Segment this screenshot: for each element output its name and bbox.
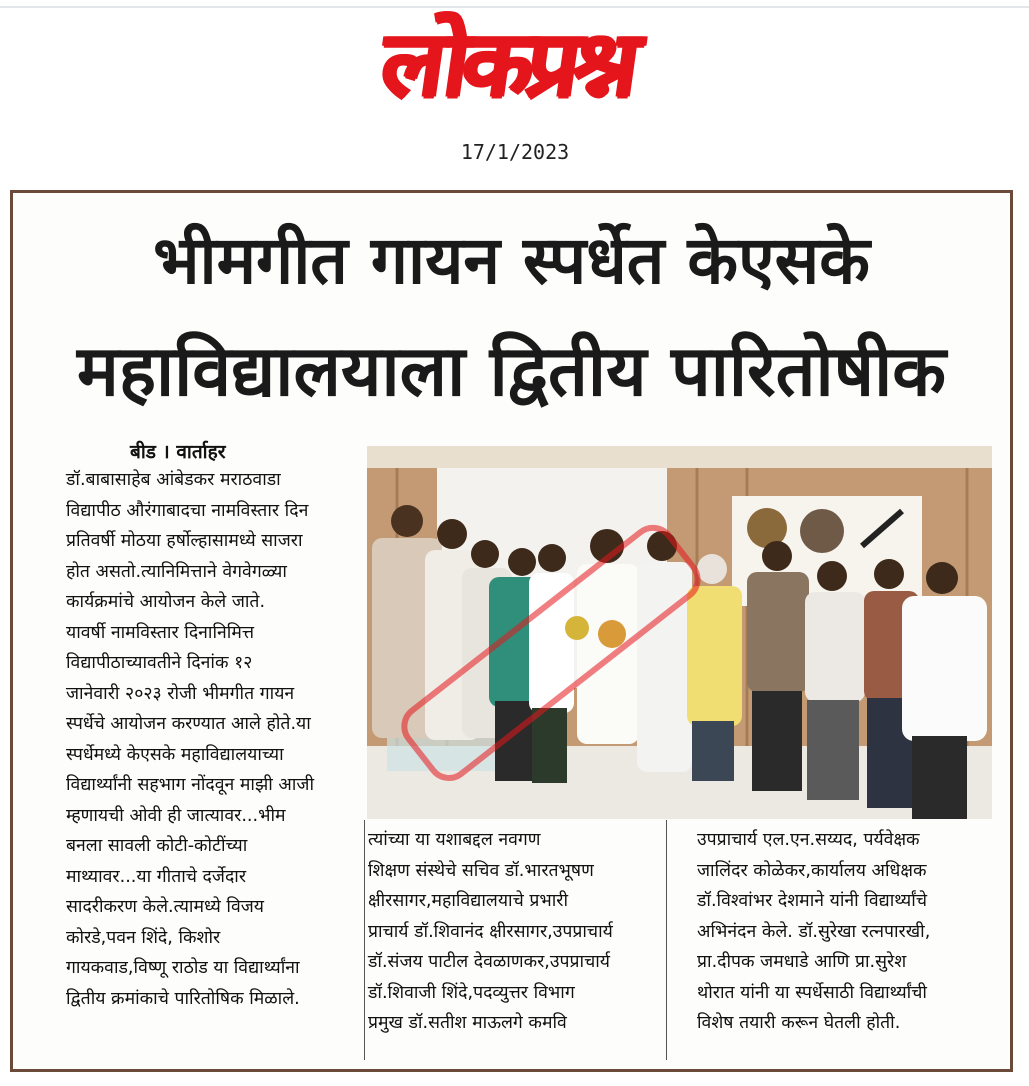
article-line: होत असतो.त्यानिमित्ताने वेगवेगळ्या: [66, 561, 287, 582]
article-column-3: [697, 825, 997, 1039]
event-photo: [367, 446, 992, 819]
edition-date: 17/1/2023: [460, 140, 570, 164]
article-line: बनला सावली कोटी-कोटींच्या: [66, 836, 248, 856]
article-line: डॉ.विश्वांभर देशमाने यांनी विद्यार्थ्यांचे: [697, 891, 927, 911]
article-line: डॉ.शिवाजी शिंदे,पदव्युत्तर विभाग: [368, 982, 575, 1003]
article-line: कोरडे,पवन शिंदे, किशोर: [66, 927, 221, 948]
article-line: विद्यापीठ औरंगाबादचा नामविस्तार दिन: [66, 500, 309, 521]
headline-line-1: भीमगीत गायन स्पर्धेत केएसके: [153, 222, 870, 299]
column-divider: [364, 820, 365, 1060]
article-column-1: [66, 465, 362, 1014]
dateline: बीड । वार्ताहर: [130, 441, 226, 463]
article-line: म्हणायची ओवी ही जात्यावर...भीम: [66, 805, 286, 826]
article-line: डॉ.संजय पाटील देवळाणकर,उपप्राचार्य: [368, 952, 611, 972]
article-line: सादरीकरण केले.त्यामध्ये विजय: [66, 897, 264, 917]
article-line: अभिनंदन केले. डॉ.सुरेखा रत्नपारखी,: [697, 921, 931, 942]
article-line: डॉ.बाबासाहेब आंबेडकर मराठवाडा: [66, 470, 281, 490]
article-line: प्रतिवर्षी मोठया हर्षोल्हासामध्ये साजरा: [66, 531, 303, 551]
masthead-title: लोकप्रश्न: [375, 10, 641, 117]
headline-line-2: महाविद्यालयाला द्वितीय पारितोषीक: [77, 330, 946, 412]
newspaper-masthead-logo: [318, 10, 698, 130]
article-line: प्रा.दीपक जमधाडे आणि प्रा.सुरेश: [697, 952, 907, 972]
article-line: थोरात यांनी या स्पर्धेसाठी विद्यार्थ्यांची: [697, 982, 927, 1003]
article-line: उपप्राचार्य एल.एन.सय्यद, पर्यवेक्षक: [697, 830, 920, 850]
article-line: यावर्षी नामविस्तार दिनानिमित्त: [66, 622, 255, 643]
article-line: स्पर्धेमध्ये केएसके महाविद्यालयाच्या: [66, 744, 284, 765]
article-line: गायकवाड,विष्णू राठोड या विद्यार्थ्यांना: [66, 958, 300, 978]
article-line: विद्यार्थ्यांनी सहभाग नोंदवून माझी आजी: [66, 775, 315, 795]
article-line: जालिंदर कोळेकर,कार्यालय अधिक्षक: [697, 860, 927, 881]
article-line: प्राचार्य डॉ.शिवानंद क्षीरसागर,उपप्राचार्य: [368, 921, 613, 942]
article-line: विशेष तयारी करून घेतली होती.: [697, 1013, 901, 1033]
article-line: प्रमुख डॉ.सतीश माऊलगे कमवि: [368, 1013, 567, 1033]
article-line: विद्यापीठाच्यावतीने दिनांक १२: [66, 653, 253, 673]
article-line: जानेवारी २०२३ रोजी भीमगीत गायन: [66, 683, 295, 704]
article-line: शिक्षण संस्थेचे सचिव डॉ.भारतभूषण: [368, 860, 594, 881]
photo-illustration: [367, 446, 992, 819]
article-line: द्वितीय क्रमांकाचे पारितोषिक मिळाले.: [66, 988, 300, 1009]
article-line: माथ्यावर...या गीताचे दर्जेदार: [66, 866, 247, 887]
column-divider: [666, 820, 667, 1060]
article-column-2: [368, 825, 658, 1039]
article-line: त्यांच्या या यशाबद्दल नवगण: [368, 830, 541, 850]
article-line: कार्यक्रमांचे आयोजन केले जाते.: [66, 592, 266, 612]
article-line: क्षीरसागर,महाविद्यालयाचे प्रभारी: [368, 891, 569, 911]
article-line: स्पर्धेचे आयोजन करण्यात आले होते.या: [66, 714, 311, 734]
